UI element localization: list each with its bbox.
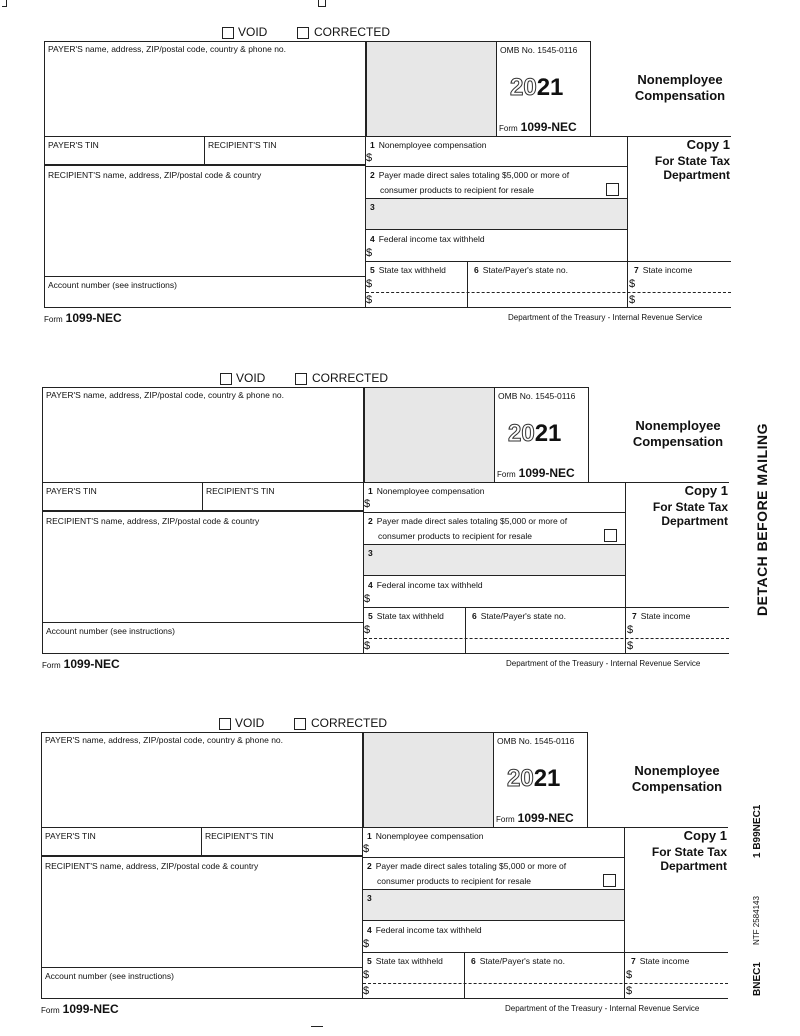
- form-number: Form 1099-NEC: [496, 811, 574, 825]
- box4-dollar: $: [366, 247, 373, 259]
- box7-label: 7 State income: [634, 265, 693, 275]
- account-number-label: Account number (see instructions): [48, 280, 177, 290]
- box4-label: 4 Federal income tax withheld: [368, 580, 483, 590]
- copy-line-1: Copy 1: [686, 137, 730, 152]
- box3: [363, 544, 626, 576]
- tax-year: 2021: [507, 765, 561, 792]
- state-divider-dashed: [366, 292, 731, 293]
- corrected-label: CORRECTED: [314, 25, 391, 39]
- box2-label-line2: consumer products to recipient for resale: [377, 876, 532, 886]
- title-line-1: Nonemployee: [637, 72, 723, 87]
- box2-label-line1: 2 Payer made direct sales totaling $5,000 or more of: [367, 861, 567, 871]
- box5-label: 5 State tax withheld: [370, 265, 446, 275]
- corrected-label: CORRECTED: [311, 716, 388, 730]
- box6-label: 6 State/Payer's state no.: [471, 956, 565, 966]
- title-line-2: Compensation: [634, 88, 726, 103]
- box3: [362, 889, 625, 921]
- state-divider-dashed: [363, 983, 728, 984]
- copy-line-2: For State Tax: [651, 845, 727, 859]
- void-checkbox[interactable]: [220, 373, 232, 385]
- crop-mark: [2, 0, 7, 7]
- box5-dollar-2: $: [363, 985, 370, 997]
- copy-line-2: For State Tax: [652, 500, 728, 514]
- box5-dollar-1: $: [366, 278, 373, 290]
- box1-dollar: $: [363, 843, 370, 855]
- box7-dollar-2: $: [627, 640, 634, 652]
- bnec-code-text: BNEC1: [752, 962, 763, 996]
- corrected-label: CORRECTED: [312, 371, 389, 385]
- payer-name-box[interactable]: [42, 387, 364, 483]
- box5-label: 5 State tax withheld: [367, 956, 443, 966]
- copy-line-1: Copy 1: [683, 828, 727, 843]
- form-title: [620, 72, 740, 104]
- form-copy-1: [0, 0, 800, 345]
- box7-dollar-2: $: [626, 985, 633, 997]
- recipient-name-label: RECIPIENT'S name, address, ZIP/postal code & country: [48, 170, 262, 180]
- box4-dollar: $: [363, 938, 370, 950]
- box1-label: 1 Nonemployee compensation: [368, 486, 485, 496]
- box3-label: 3: [370, 202, 375, 212]
- form-number: Form 1099-NEC: [499, 120, 577, 134]
- void-label: VOID: [238, 25, 268, 39]
- account-number-label: Account number (see instructions): [45, 971, 174, 981]
- footer-form-number: Form 1099-NEC: [41, 1002, 119, 1016]
- box6-label: 6 State/Payer's state no.: [472, 611, 566, 621]
- footer-agency: Department of the Treasury - Internal Revenue Service: [508, 313, 703, 322]
- crop-mark: [311, 1026, 323, 1027]
- copy-designation: [627, 829, 727, 873]
- recipient-name-box[interactable]: [44, 165, 366, 277]
- form-copy-2: [0, 346, 798, 691]
- box7-label: 7 State income: [632, 611, 691, 621]
- form-title: [618, 418, 738, 450]
- box1-dollar: $: [364, 498, 371, 510]
- box2-checkbox[interactable]: [603, 874, 616, 887]
- account-number-label: Account number (see instructions): [46, 626, 175, 636]
- form-title: [617, 763, 737, 795]
- footer-agency: Department of the Treasury - Internal Revenue Service: [505, 1004, 700, 1013]
- form-copy-3: [0, 691, 797, 1036]
- box6-label: 6 State/Payer's state no.: [474, 265, 568, 275]
- tax-year: 2021: [508, 420, 562, 447]
- box5-label: 5 State tax withheld: [368, 611, 444, 621]
- box4-label: 4 Federal income tax withheld: [367, 925, 482, 935]
- box2-checkbox[interactable]: [606, 183, 619, 196]
- title-line-1: Nonemployee: [634, 763, 720, 778]
- copy-line-1: Copy 1: [684, 483, 728, 498]
- tax-year: 2021: [510, 74, 564, 101]
- omb-number: OMB No. 1545-0116: [497, 736, 575, 746]
- box2-label-line2: consumer products to recipient for resale: [380, 185, 535, 195]
- copy-designation: [630, 138, 730, 182]
- payer-name-label: PAYER'S name, address, ZIP/postal code, country & phone no.: [48, 44, 287, 54]
- footer-form-number: Form 1099-NEC: [42, 657, 120, 671]
- box7-dollar-2: $: [629, 294, 636, 306]
- copy-line-3: Department: [660, 859, 727, 873]
- recipient-name-box[interactable]: [42, 511, 364, 623]
- box1-label: 1 Nonemployee compensation: [370, 140, 487, 150]
- payer-name-box[interactable]: [41, 732, 363, 828]
- title-line-2: Compensation: [632, 434, 724, 449]
- form-code-text: 1 B99NEC1: [752, 804, 763, 858]
- box3: [365, 198, 628, 230]
- recipient-tin-label: RECIPIENT'S TIN: [206, 486, 275, 496]
- payer-tin-label: PAYER'S TIN: [48, 140, 99, 150]
- recipient-name-label: RECIPIENT'S name, address, ZIP/postal code & country: [45, 861, 259, 871]
- ntf-code-text: NTF 2584143: [752, 896, 761, 945]
- payer-name-label: PAYER'S name, address, ZIP/postal code, country & phone no.: [45, 735, 284, 745]
- form-number: Form 1099-NEC: [497, 466, 575, 480]
- box3-label: 3: [367, 893, 372, 903]
- title-line-2: Compensation: [631, 779, 723, 794]
- corrected-checkbox[interactable]: [297, 27, 309, 39]
- box2-label-line2: consumer products to recipient for resale: [378, 531, 533, 541]
- footer-agency: Department of the Treasury - Internal Revenue Service: [506, 659, 701, 668]
- box7-label: 7 State income: [631, 956, 690, 966]
- recipient-name-label: RECIPIENT'S name, address, ZIP/postal code & country: [46, 516, 260, 526]
- copy-line-3: Department: [661, 514, 728, 528]
- crop-mark: [318, 0, 326, 7]
- box2-label-line1: 2 Payer made direct sales totaling $5,000 or more of: [370, 170, 570, 180]
- footer-form-number: Form 1099-NEC: [44, 311, 122, 325]
- box5-dollar-1: $: [364, 624, 371, 636]
- corrected-checkbox[interactable]: [295, 373, 307, 385]
- detach-before-mailing-text: DETACH BEFORE MAILING: [754, 422, 770, 616]
- recipient-tin-label: RECIPIENT'S TIN: [208, 140, 277, 150]
- box4-dollar: $: [364, 593, 371, 605]
- box1-label: 1 Nonemployee compensation: [367, 831, 484, 841]
- payer-tin-label: PAYER'S TIN: [45, 831, 96, 841]
- corrected-checkbox[interactable]: [294, 718, 306, 730]
- box5-dollar-2: $: [364, 640, 371, 652]
- payer-name-label: PAYER'S name, address, ZIP/postal code, country & phone no.: [46, 390, 285, 400]
- box1-dollar: $: [366, 152, 373, 164]
- copy-line-2: For State Tax: [654, 154, 730, 168]
- box2-label-line1: 2 Payer made direct sales totaling $5,000 or more of: [368, 516, 568, 526]
- copy-designation: [628, 484, 728, 528]
- box5-dollar-1: $: [363, 969, 370, 981]
- box2-checkbox[interactable]: [604, 529, 617, 542]
- copy-line-3: Department: [663, 168, 730, 182]
- payer-name-box[interactable]: [44, 41, 366, 137]
- payer-tin-label: PAYER'S TIN: [46, 486, 97, 496]
- omb-number: OMB No. 1545-0116: [500, 45, 578, 55]
- box3-label: 3: [368, 548, 373, 558]
- box5-dollar-2: $: [366, 294, 373, 306]
- void-label: VOID: [235, 716, 265, 730]
- box4-label: 4 Federal income tax withheld: [370, 234, 485, 244]
- omb-number: OMB No. 1545-0116: [498, 391, 576, 401]
- box7-dollar-1: $: [629, 278, 636, 290]
- void-label: VOID: [236, 371, 266, 385]
- void-checkbox[interactable]: [219, 718, 231, 730]
- title-line-1: Nonemployee: [635, 418, 721, 433]
- box7-dollar-1: $: [627, 624, 634, 636]
- state-divider-dashed: [364, 638, 729, 639]
- void-checkbox[interactable]: [222, 27, 234, 39]
- box7-dollar-1: $: [626, 969, 633, 981]
- recipient-name-box[interactable]: [41, 856, 363, 968]
- recipient-tin-label: RECIPIENT'S TIN: [205, 831, 274, 841]
